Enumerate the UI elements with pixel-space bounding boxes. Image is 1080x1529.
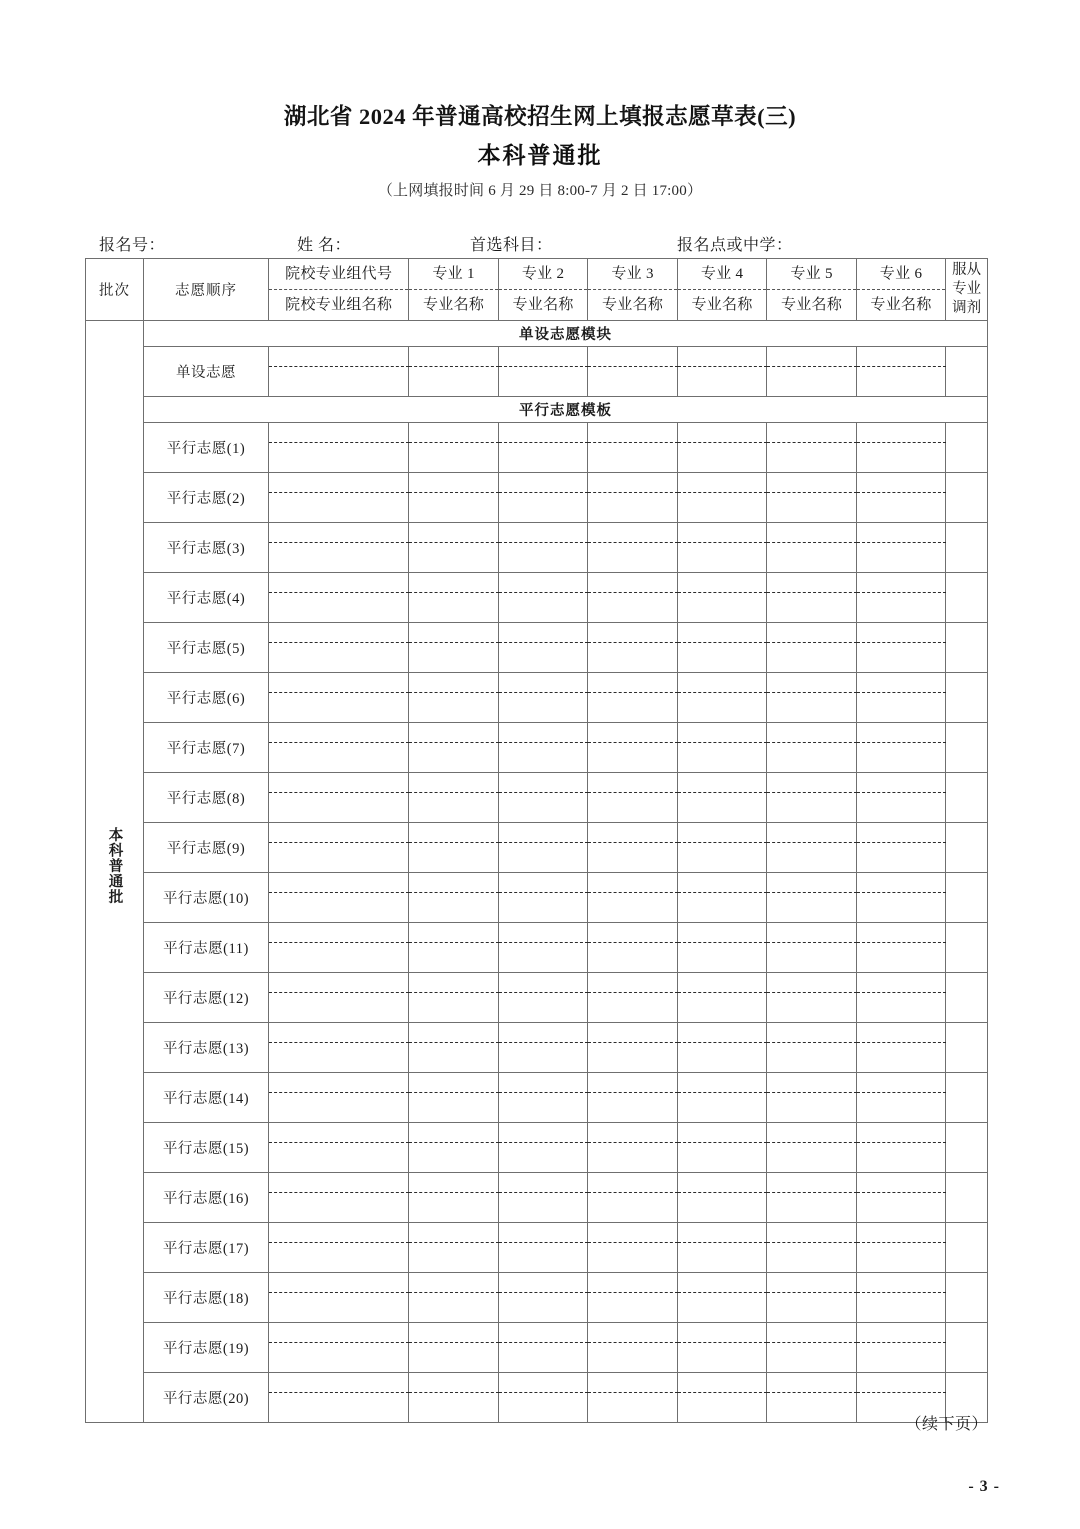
row-label-choice: 平行志愿(5) <box>143 623 268 673</box>
cell-major-5[interactable] <box>767 623 856 673</box>
cell-school-major-group[interactable] <box>269 873 409 923</box>
table-row <box>86 1173 988 1223</box>
cell-major-5[interactable] <box>767 423 856 473</box>
table-header-row <box>86 259 988 321</box>
table-row <box>86 973 988 1023</box>
cell-major-3[interactable] <box>588 1023 677 1073</box>
cell-major-1[interactable] <box>409 1273 498 1323</box>
cell-major-5[interactable] <box>767 573 856 623</box>
cell-major-1[interactable] <box>409 423 498 473</box>
cell-school-major-group[interactable] <box>269 473 409 523</box>
cell-major-5[interactable] <box>767 1073 856 1123</box>
cell-major-1[interactable] <box>409 1123 498 1173</box>
cell-major-3[interactable] <box>588 923 677 973</box>
column-header-major-1-name: 专业名称 <box>423 297 485 313</box>
cell-major-5[interactable] <box>767 1123 856 1173</box>
row-label-choice: 单设志愿 <box>143 347 268 397</box>
row-label-choice: 平行志愿(3) <box>143 523 268 573</box>
cell-major-2[interactable] <box>498 873 587 923</box>
cell-major-1[interactable] <box>409 873 498 923</box>
cell-major-6[interactable] <box>856 823 945 873</box>
cell-major-3[interactable] <box>588 523 677 573</box>
cell-major-5[interactable] <box>767 473 856 523</box>
cell-major-6[interactable] <box>856 1123 945 1173</box>
applicant-info-row <box>85 232 990 254</box>
cell-school-major-group[interactable] <box>269 423 409 473</box>
cell-school-major-group[interactable] <box>269 623 409 673</box>
cell-major-2[interactable] <box>498 523 587 573</box>
column-header-major-2-name: 专业名称 <box>512 297 574 313</box>
column-header-order: 志愿顺序 <box>143 259 268 321</box>
cell-major-6[interactable] <box>856 623 945 673</box>
row-label-choice: 平行志愿(13) <box>143 1023 268 1073</box>
cell-school-major-group[interactable] <box>269 347 409 397</box>
cell-major-4[interactable] <box>677 873 766 923</box>
cell-major-1[interactable] <box>409 773 498 823</box>
column-header-major-3-code: 专业 3 <box>588 259 676 290</box>
table-row <box>86 473 988 523</box>
cell-major-4[interactable] <box>677 1323 766 1373</box>
obey-header-line-2: 专业 <box>952 281 982 297</box>
table-row <box>86 773 988 823</box>
cell-major-3[interactable] <box>588 623 677 673</box>
table-row <box>86 423 988 473</box>
cell-major-3[interactable] <box>588 873 677 923</box>
cell-major-4[interactable] <box>677 1073 766 1123</box>
cell-major-5[interactable] <box>767 1273 856 1323</box>
cell-major-5[interactable] <box>767 923 856 973</box>
cell-major-6[interactable] <box>856 1073 945 1123</box>
column-header-major-4-name: 专业名称 <box>691 297 753 313</box>
cell-major-6[interactable] <box>856 347 945 397</box>
cell-major-6[interactable] <box>856 473 945 523</box>
cell-school-major-group[interactable] <box>269 1023 409 1073</box>
cell-major-2[interactable] <box>498 473 587 523</box>
cell-school-major-group[interactable] <box>269 773 409 823</box>
cell-obey-adjustment[interactable] <box>946 723 988 773</box>
cell-major-6[interactable] <box>856 1323 945 1373</box>
row-label-choice: 平行志愿(6) <box>143 673 268 723</box>
column-header-major-5-name: 专业名称 <box>780 297 843 313</box>
cell-major-5[interactable] <box>767 723 856 773</box>
table-row <box>86 1023 988 1073</box>
cell-major-1[interactable] <box>409 473 498 523</box>
batch-label: 本科普通批 <box>106 827 123 905</box>
table-row <box>86 873 988 923</box>
cell-major-3[interactable] <box>588 1173 677 1223</box>
row-label-choice: 平行志愿(17) <box>143 1223 268 1273</box>
cell-major-3[interactable] <box>588 1273 677 1323</box>
table-row <box>86 1073 988 1123</box>
cell-obey-adjustment[interactable] <box>946 473 988 523</box>
column-header-major-2-code: 专业 2 <box>499 259 587 290</box>
cell-school-major-group[interactable] <box>269 923 409 973</box>
row-label-choice: 平行志愿(11) <box>143 923 268 973</box>
cell-major-6[interactable] <box>856 973 945 1023</box>
cell-major-3[interactable] <box>588 1123 677 1173</box>
cell-school-major-group[interactable] <box>269 973 409 1023</box>
cell-major-2[interactable] <box>498 673 587 723</box>
cell-major-1[interactable] <box>409 673 498 723</box>
cell-major-4[interactable] <box>677 723 766 773</box>
cell-obey-adjustment[interactable] <box>946 523 988 573</box>
cell-school-major-group[interactable] <box>269 1073 409 1123</box>
cell-major-2[interactable] <box>498 1323 587 1373</box>
cell-major-4[interactable] <box>677 423 766 473</box>
cell-major-5[interactable] <box>767 823 856 873</box>
column-header-group-code: 院校专业组代号 <box>269 259 408 290</box>
column-header-major-5 <box>767 259 856 321</box>
column-header-school-major-group <box>269 259 409 321</box>
table-row <box>86 1273 988 1323</box>
cell-obey-adjustment[interactable] <box>946 1173 988 1223</box>
cell-obey-adjustment[interactable] <box>946 573 988 623</box>
cell-major-6[interactable] <box>856 423 945 473</box>
row-label-choice: 平行志愿(18) <box>143 1273 268 1323</box>
cell-school-major-group[interactable] <box>269 673 409 723</box>
cell-school-major-group[interactable] <box>269 1273 409 1323</box>
column-header-major-5-code: 专业 5 <box>767 259 855 290</box>
cell-major-4[interactable] <box>677 1173 766 1223</box>
cell-major-1[interactable] <box>409 1223 498 1273</box>
cell-obey-adjustment[interactable] <box>946 923 988 973</box>
table-row <box>86 573 988 623</box>
row-label-choice: 平行志愿(19) <box>143 1323 268 1373</box>
cell-major-4[interactable] <box>677 1123 766 1173</box>
cell-major-2[interactable] <box>498 573 587 623</box>
cell-obey-adjustment[interactable] <box>946 1273 988 1323</box>
table-row <box>86 673 988 723</box>
cell-major-2[interactable] <box>498 1123 587 1173</box>
column-header-major-2 <box>498 259 587 321</box>
column-header-major-3-name: 专业名称 <box>601 297 664 313</box>
cell-obey-adjustment[interactable] <box>946 823 988 873</box>
cell-obey-adjustment[interactable] <box>946 673 988 723</box>
cell-major-5[interactable] <box>767 773 856 823</box>
cell-major-3[interactable] <box>588 473 677 523</box>
cell-obey-adjustment[interactable] <box>946 973 988 1023</box>
cell-school-major-group[interactable] <box>269 573 409 623</box>
table-row <box>86 1323 988 1373</box>
continued-note: （续下页） <box>905 1416 988 1433</box>
section-separator-label: 平行志愿模板 <box>143 397 987 423</box>
cell-major-3[interactable] <box>588 673 677 723</box>
cell-major-2[interactable] <box>498 973 587 1023</box>
column-header-major-4 <box>677 259 766 321</box>
column-header-major-6-name: 专业名称 <box>870 297 932 313</box>
cell-major-2[interactable] <box>498 773 587 823</box>
cell-obey-adjustment[interactable] <box>946 623 988 673</box>
table-row <box>86 523 988 573</box>
cell-school-major-group[interactable] <box>269 1223 409 1273</box>
cell-major-4[interactable] <box>677 347 766 397</box>
cell-major-3[interactable] <box>588 973 677 1023</box>
cell-school-major-group[interactable] <box>269 1123 409 1173</box>
field-label-registration-number: 报名号： <box>99 237 166 254</box>
cell-major-5[interactable] <box>767 1173 856 1223</box>
cell-obey-adjustment[interactable] <box>946 873 988 923</box>
cell-major-1[interactable] <box>409 823 498 873</box>
cell-major-3[interactable] <box>588 1223 677 1273</box>
cell-major-6[interactable] <box>856 673 945 723</box>
title-block <box>0 102 1080 203</box>
column-header-major-6-code: 专业 6 <box>857 259 945 290</box>
batch-label-cell <box>86 321 144 1423</box>
cell-school-major-group[interactable] <box>269 1173 409 1223</box>
cell-major-2[interactable] <box>498 923 587 973</box>
cell-major-2[interactable] <box>498 1273 587 1323</box>
field-label-first-subject: 首选科目： <box>470 237 553 254</box>
row-label-choice: 平行志愿(9) <box>143 823 268 873</box>
cell-major-4[interactable] <box>677 823 766 873</box>
cell-major-1[interactable] <box>409 347 498 397</box>
cell-major-4[interactable] <box>677 1023 766 1073</box>
cell-major-6[interactable] <box>856 1273 945 1323</box>
cell-school-major-group[interactable] <box>269 823 409 873</box>
cell-major-2[interactable] <box>498 823 587 873</box>
grid <box>85 258 988 1423</box>
cell-major-1[interactable] <box>409 973 498 1023</box>
column-header-major-4-code: 专业 4 <box>678 259 766 290</box>
cell-major-1[interactable] <box>409 573 498 623</box>
column-header-major-1-code: 专业 1 <box>409 259 497 290</box>
obey-header-line-3: 调剂 <box>952 300 982 316</box>
cell-major-3[interactable] <box>588 1073 677 1123</box>
cell-major-6[interactable] <box>856 723 945 773</box>
cell-obey-adjustment[interactable] <box>946 1323 988 1373</box>
cell-major-5[interactable] <box>767 523 856 573</box>
section-separator-row <box>86 397 988 423</box>
cell-major-4[interactable] <box>677 673 766 723</box>
row-label-choice: 平行志愿(16) <box>143 1173 268 1223</box>
row-label-choice: 平行志愿(10) <box>143 873 268 923</box>
cell-obey-adjustment[interactable] <box>946 1123 988 1173</box>
field-label-school: 报名点或中学： <box>677 237 793 254</box>
cell-major-4[interactable] <box>677 973 766 1023</box>
row-label-choice: 平行志愿(8) <box>143 773 268 823</box>
cell-major-1[interactable] <box>409 923 498 973</box>
cell-major-3[interactable] <box>588 723 677 773</box>
cell-major-4[interactable] <box>677 573 766 623</box>
cell-major-2[interactable] <box>498 623 587 673</box>
volunteer-form-table <box>85 258 988 1423</box>
cell-major-3[interactable] <box>588 823 677 873</box>
cell-major-5[interactable] <box>767 973 856 1023</box>
table-row <box>86 723 988 773</box>
cell-school-major-group[interactable] <box>269 1323 409 1373</box>
cell-major-3[interactable] <box>588 773 677 823</box>
cell-major-3[interactable] <box>588 573 677 623</box>
document-subtitle: 本科普通批 <box>477 143 603 168</box>
table-row <box>86 1223 988 1273</box>
cell-obey-adjustment[interactable] <box>946 773 988 823</box>
cell-major-6[interactable] <box>856 1173 945 1223</box>
section-separator-label: 单设志愿模块 <box>143 321 987 347</box>
cell-obey-adjustment[interactable] <box>946 423 988 473</box>
cell-obey-adjustment[interactable] <box>946 347 988 397</box>
cell-major-6[interactable] <box>856 873 945 923</box>
cell-obey-adjustment[interactable] <box>946 1073 988 1123</box>
obey-header-line-1: 服从 <box>952 262 982 278</box>
cell-major-1[interactable] <box>409 1073 498 1123</box>
row-label-choice: 平行志愿(4) <box>143 573 268 623</box>
cell-major-6[interactable] <box>856 523 945 573</box>
cell-obey-adjustment[interactable] <box>946 1223 988 1273</box>
cell-major-2[interactable] <box>498 1073 587 1123</box>
cell-major-5[interactable] <box>767 673 856 723</box>
cell-major-3[interactable] <box>588 347 677 397</box>
cell-major-6[interactable] <box>856 923 945 973</box>
column-header-major-3 <box>588 259 677 321</box>
row-label-choice: 平行志愿(7) <box>143 723 268 773</box>
cell-major-4[interactable] <box>677 773 766 823</box>
submission-window-note: （上网填报时间 6 月 29 日 8:00-7 月 2 日 17:00） <box>377 183 703 199</box>
cell-obey-adjustment[interactable] <box>946 1023 988 1073</box>
table-row <box>86 1123 988 1173</box>
cell-major-6[interactable] <box>856 573 945 623</box>
cell-major-1[interactable] <box>409 1323 498 1373</box>
column-header-major-1 <box>409 259 498 321</box>
row-label-choice: 平行志愿(15) <box>143 1123 268 1173</box>
cell-major-4[interactable] <box>677 623 766 673</box>
cell-major-1[interactable] <box>409 723 498 773</box>
cell-major-5[interactable] <box>767 1023 856 1073</box>
cell-major-6[interactable] <box>856 773 945 823</box>
page-number: - 3 - <box>968 1478 1000 1495</box>
cell-school-major-group[interactable] <box>269 723 409 773</box>
row-label-choice: 平行志愿(1) <box>143 423 268 473</box>
field-label-name: 姓 名： <box>297 237 352 254</box>
cell-major-2[interactable] <box>498 347 587 397</box>
table-row <box>86 923 988 973</box>
cell-major-5[interactable] <box>767 1323 856 1373</box>
cell-major-1[interactable] <box>409 623 498 673</box>
cell-major-2[interactable] <box>498 1173 587 1223</box>
column-header-batch: 批次 <box>86 259 144 321</box>
row-label-choice: 平行志愿(12) <box>143 973 268 1023</box>
column-header-group-name: 院校专业组名称 <box>285 297 393 313</box>
cell-major-2[interactable] <box>498 1223 587 1273</box>
cell-major-4[interactable] <box>677 1273 766 1323</box>
cell-major-3[interactable] <box>588 423 677 473</box>
cell-major-5[interactable] <box>767 1223 856 1273</box>
cell-major-4[interactable] <box>677 473 766 523</box>
cell-major-6[interactable] <box>856 1023 945 1073</box>
cell-major-2[interactable] <box>498 1023 587 1073</box>
table-row <box>86 823 988 873</box>
cell-major-1[interactable] <box>409 1173 498 1223</box>
section-separator-row <box>86 321 988 347</box>
cell-school-major-group[interactable] <box>269 523 409 573</box>
table-row <box>86 347 988 397</box>
table-row <box>86 623 988 673</box>
cell-major-6[interactable] <box>856 1223 945 1273</box>
cell-major-4[interactable] <box>677 523 766 573</box>
cell-major-2[interactable] <box>498 723 587 773</box>
column-header-obey-major-adjustment <box>946 259 988 321</box>
cell-major-5[interactable] <box>767 873 856 923</box>
cell-major-1[interactable] <box>409 523 498 573</box>
row-label-choice: 平行志愿(20) <box>143 1373 268 1423</box>
cell-major-4[interactable] <box>677 923 766 973</box>
column-header-major-6 <box>856 259 945 321</box>
cell-major-2[interactable] <box>498 423 587 473</box>
cell-major-3[interactable] <box>588 1323 677 1373</box>
cell-major-4[interactable] <box>677 1223 766 1273</box>
cell-major-1[interactable] <box>409 1023 498 1073</box>
row-label-choice: 平行志愿(2) <box>143 473 268 523</box>
cell-major-5[interactable] <box>767 347 856 397</box>
row-label-choice: 平行志愿(14) <box>143 1073 268 1123</box>
document-title: 湖北省 2024 年普通高校招生网上填报志愿草表(三) <box>283 104 797 129</box>
